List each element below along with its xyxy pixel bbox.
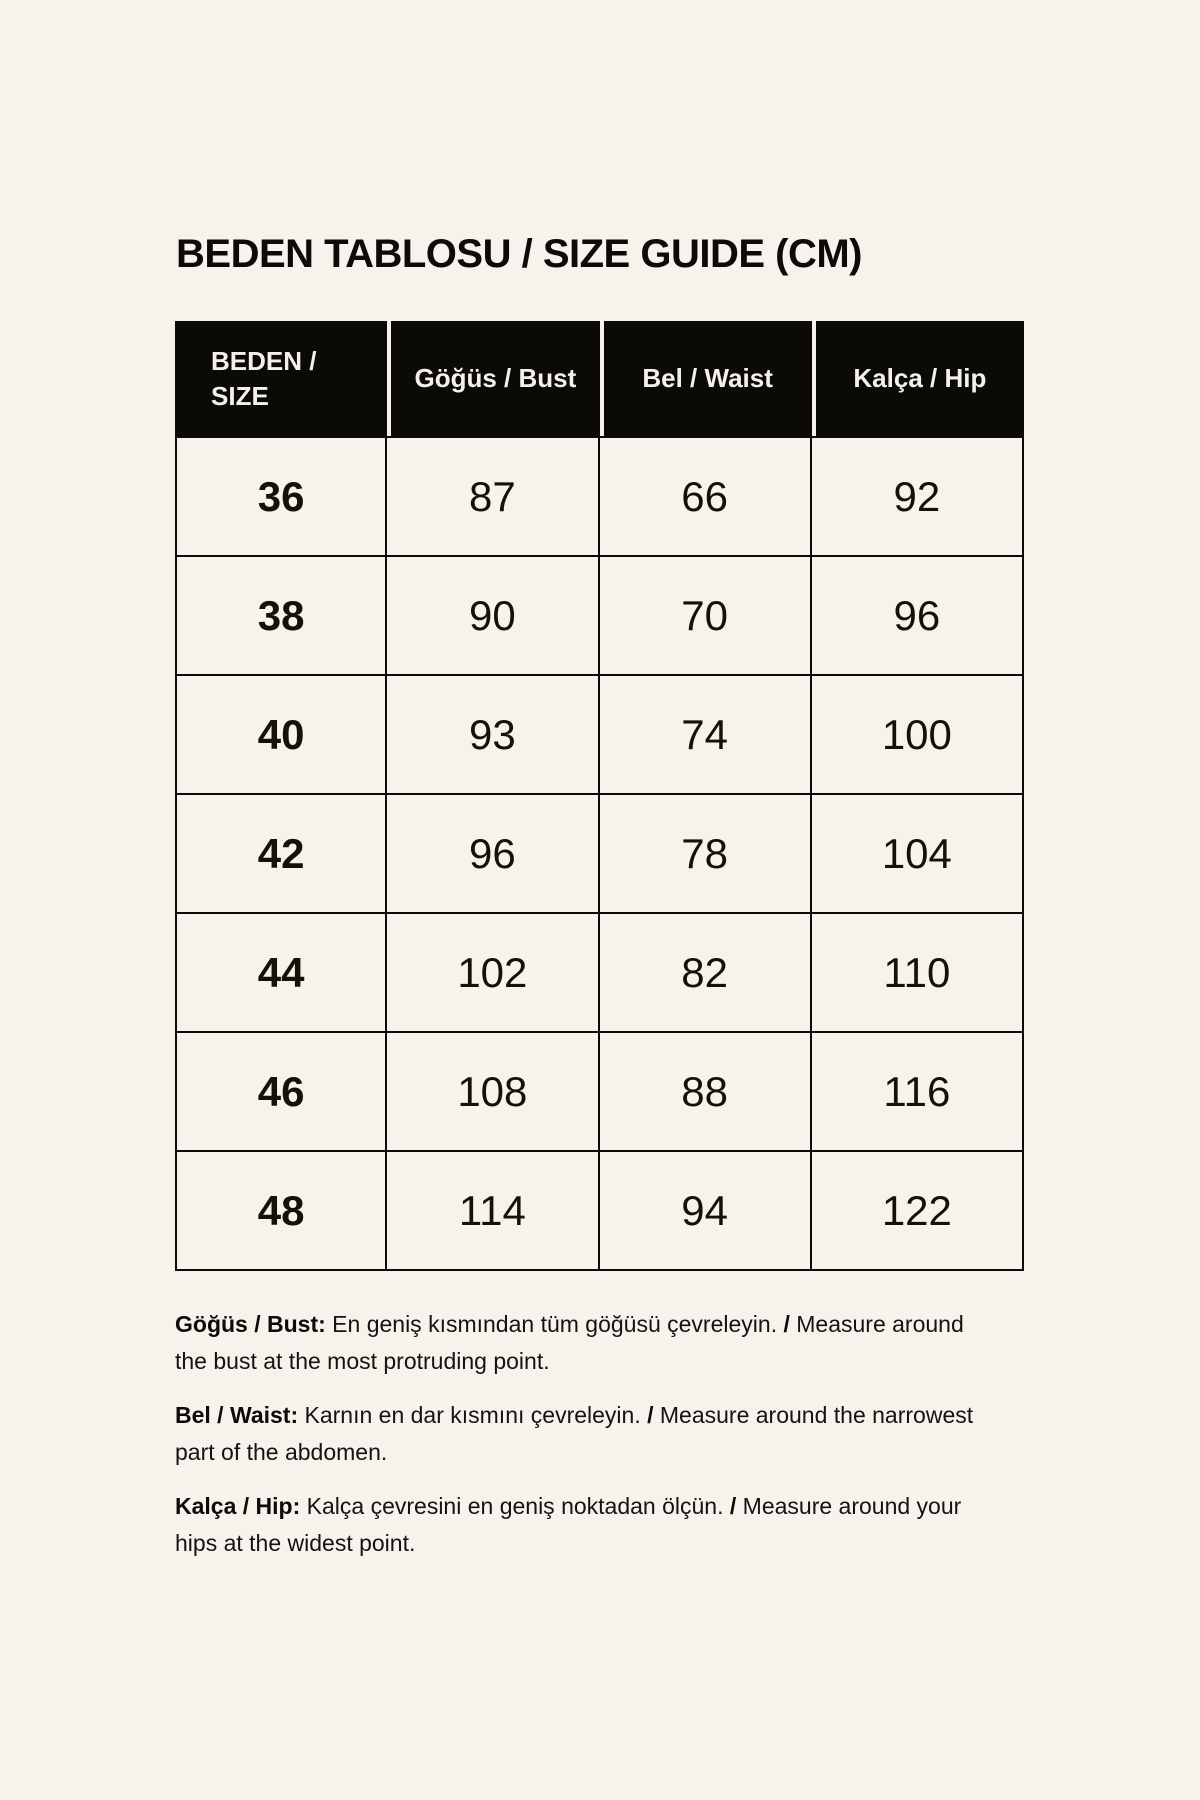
note-hip-label: Kalça / Hip: <box>175 1493 301 1519</box>
waist-cell: 74 <box>600 676 812 795</box>
waist-cell: 66 <box>600 438 812 557</box>
hip-cell: 122 <box>812 1152 1024 1271</box>
note-bust-label: Göğüs / Bust: <box>175 1311 326 1337</box>
note-bust-slash: / <box>783 1311 790 1337</box>
note-waist-english: Measure around the narrowest part of the abdomen. <box>175 1402 974 1465</box>
note-bust-english: Measure around the bust at the most protruding point. <box>175 1311 964 1374</box>
bust-cell: 93 <box>387 676 599 795</box>
bust-cell: 96 <box>387 795 599 914</box>
size-cell: 46 <box>175 1033 387 1152</box>
size-cell: 40 <box>175 676 387 795</box>
note-hip <box>175 1488 975 1562</box>
bust-cell: 87 <box>387 438 599 557</box>
note-hip-slash: / <box>729 1493 737 1519</box>
size-cell: 42 <box>175 795 387 914</box>
note-waist-label: Bel / Waist: <box>175 1402 299 1428</box>
header-cell-size: BEDEN / SIZE <box>175 321 387 436</box>
hip-cell: 104 <box>812 795 1024 914</box>
size-cell: 44 <box>175 914 387 1033</box>
hip-cell: 110 <box>812 914 1024 1033</box>
hip-cell: 100 <box>812 676 1024 795</box>
bust-cell: 90 <box>387 557 599 676</box>
note-hip-turkish: Kalça çevresini en geniş noktadan ölçün. <box>306 1493 724 1519</box>
note-hip-english: Measure around your hips at the widest point. <box>175 1493 962 1556</box>
size-table-header-row <box>175 321 1024 436</box>
bust-cell: 102 <box>387 914 599 1033</box>
size-cell: 36 <box>175 438 387 557</box>
waist-cell: 70 <box>600 557 812 676</box>
header-cell-hip: Kalça / Hip <box>812 321 1024 436</box>
size-table-body <box>175 436 1024 1271</box>
hip-cell: 116 <box>812 1033 1024 1152</box>
note-bust <box>175 1306 975 1380</box>
size-table <box>175 321 1024 1271</box>
measurement-notes <box>175 1306 975 1579</box>
header-cell-waist: Bel / Waist <box>600 321 812 436</box>
waist-cell: 88 <box>600 1033 812 1152</box>
bust-cell: 114 <box>387 1152 599 1271</box>
note-waist-slash: / <box>647 1402 654 1428</box>
note-bust-turkish: En geniş kısmından tüm göğüsü çevreleyin. <box>332 1311 778 1337</box>
note-waist-turkish: Karnın en dar kısmını çevreleyin. <box>304 1402 641 1428</box>
waist-cell: 82 <box>600 914 812 1033</box>
hip-cell: 92 <box>812 438 1024 557</box>
hip-cell: 96 <box>812 557 1024 676</box>
waist-cell: 78 <box>600 795 812 914</box>
note-waist <box>175 1397 975 1471</box>
header-cell-bust: Göğüs / Bust <box>387 321 599 436</box>
size-cell: 48 <box>175 1152 387 1271</box>
size-cell: 38 <box>175 557 387 676</box>
waist-cell: 94 <box>600 1152 812 1271</box>
bust-cell: 108 <box>387 1033 599 1152</box>
page-title: BEDEN TABLOSU / SIZE GUIDE (CM) <box>176 232 862 276</box>
